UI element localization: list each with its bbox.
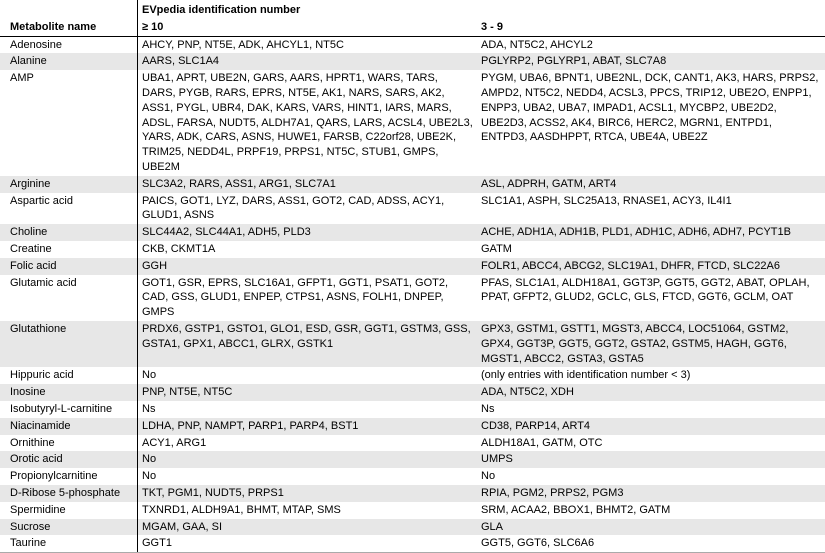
range-3-9-cell: ASL, ADPRH, GATM, ART4 [481, 177, 617, 190]
table-row [0, 70, 825, 176]
ge10-cell: SLC44A2, SLC44A1, ADH5, PLD3 [137, 224, 477, 241]
table-row [0, 176, 825, 193]
header-spacer [0, 0, 137, 19]
range-3-9-cell: SRM, ACAA2, BBOX1, BHMT2, GATM [481, 503, 671, 516]
range-3-9-cell: GATM [481, 242, 512, 255]
table-row [0, 241, 825, 258]
metabolite-name-cell: Isobutyryl-L-carnitine [10, 402, 113, 415]
range-3-9-cell: (only entries with identification number < 3) [481, 369, 691, 382]
table-row [0, 275, 825, 321]
ge10-cell: AARS, SLC1A4 [137, 53, 477, 70]
metabolite-name-cell: Sucrose [10, 520, 51, 533]
ge10-cell: AHCY, PNP, NT5E, ADK, AHCYL1, NT5C [137, 37, 477, 54]
evpedia-group-header: EVpedia identification number [137, 0, 477, 19]
range-3-9-column-header: 3 - 9 [481, 20, 504, 33]
metabolite-name-cell: Glutathione [10, 322, 67, 335]
ge10-cell: CKB, CKMT1A [137, 241, 477, 258]
ge10-cell: Ns [137, 401, 477, 418]
range-3-9-cell: RPIA, PGM2, PRPS2, PGM3 [481, 486, 624, 499]
range-3-9-cell: PYGM, UBA6, BPNT1, UBE2NL, DCK, CANT1, AK3, HARS, PRPS2, AMPD2, NT5C2, NEDD4, ACSL3, PPCS, TRIP12, UBE2O, ENPP1, ENPP3, UBA2, UBA7, IMPAD1, ACSL1, MYCBP2, UBE2D2, UBE2D3, ACSS2, AK4, BIRC6, HERC2, MGRN1, ENTPD1, ENTPD3, AASDHPPT, RTCA, UBE4A, UBE2Z [481, 72, 819, 144]
ge10-cell: PRDX6, GSTP1, GSTO1, GLO1, ESD, GSR, GGT1, GSTM3, GSS, GSTA1, GPX1, ABCC1, GLRX, GSTK1 [137, 321, 477, 367]
table-row [0, 485, 825, 502]
table-row [0, 321, 825, 367]
table-row [0, 37, 825, 54]
ge10-cell: No [137, 367, 477, 384]
metabolite-name-cell: Hippuric acid [10, 369, 74, 382]
table-header [0, 0, 825, 37]
table-row [0, 224, 825, 241]
metabolite-name-cell: Creatine [10, 242, 52, 255]
metabolite-name-cell: AMP [10, 72, 34, 85]
ge10-cell: TXNRD1, ALDH9A1, BHMT, MTAP, SMS [137, 502, 477, 519]
metabolite-name-cell: Folic acid [10, 259, 57, 272]
ge10-cell: No [137, 451, 477, 468]
table-row [0, 418, 825, 435]
ge10-cell: GGT1 [137, 535, 477, 552]
range-3-9-cell: No [481, 470, 496, 483]
metabolite-name-cell: Choline [10, 226, 48, 239]
metabolite-name-cell: Niacinamide [10, 419, 71, 432]
metabolite-name-cell: Arginine [10, 177, 51, 190]
range-3-9-cell: GLA [481, 520, 504, 533]
metabolite-name-cell: Aspartic acid [10, 194, 73, 207]
metabolite-name-header: Metabolite name [10, 20, 97, 33]
ge10-cell: PAICS, GOT1, LYZ, DARS, ASS1, GOT2, CAD, ADSS, ACY1, GLUD1, ASNS [137, 193, 477, 225]
range-3-9-cell: UMPS [481, 453, 513, 466]
range-3-9-cell: GPX3, GSTM1, GSTT1, MGST3, ABCC4, LOC51064, GSTM2, GPX4, GGT3P, GGT5, GGT2, GSTA2, GSTM5, HAGH, GGT6, MGST1, ABCC2, GSTA3, GSTA5 [481, 322, 789, 365]
metabolite-name-cell: Ornithine [10, 436, 55, 449]
table-row [0, 435, 825, 452]
table-row [0, 401, 825, 418]
range-3-9-cell: ALDH18A1, GATM, OTC [481, 436, 603, 449]
ge10-cell: No [137, 468, 477, 485]
table-row [0, 468, 825, 485]
ge10-cell: LDHA, PNP, NAMPT, PARP1, PARP4, BST1 [137, 418, 477, 435]
table-row [0, 258, 825, 275]
header-spacer-right [477, 0, 825, 19]
range-3-9-cell: ACHE, ADH1A, ADH1B, PLD1, ADH1C, ADH6, ADH7, PCYT1B [481, 226, 791, 239]
ge10-cell: GGH [137, 258, 477, 275]
metabolite-name-cell: Orotic acid [10, 453, 63, 466]
range-3-9-cell: GGT5, GGT6, SLC6A6 [481, 537, 595, 550]
range-3-9-cell: PGLYRP2, PGLYRP1, ABAT, SLC7A8 [481, 55, 667, 68]
table-row [0, 367, 825, 384]
metabolite-name-cell: Propionylcarnitine [10, 470, 98, 483]
metabolite-name-cell: D-Ribose 5-phosphate [10, 486, 121, 499]
range-3-9-cell: SLC1A1, ASPH, SLC25A13, RNASE1, ACY3, IL4I1 [481, 194, 732, 207]
ge10-cell: MGAM, GAA, SI [137, 519, 477, 536]
range-3-9-cell: ADA, NT5C2, XDH [481, 386, 574, 399]
table-body [0, 37, 825, 553]
ge10-cell: SLC3A2, RARS, ASS1, ARG1, SLC7A1 [137, 176, 477, 193]
metabolite-name-cell: Spermidine [10, 503, 66, 516]
range-3-9-cell: CD38, PARP14, ART4 [481, 419, 591, 432]
table-row [0, 384, 825, 401]
table-row [0, 451, 825, 468]
metabolite-name-cell: Inosine [10, 386, 46, 399]
metabolite-name-cell: Alanine [10, 55, 47, 68]
table-row [0, 53, 825, 70]
ge10-cell: UBA1, APRT, UBE2N, GARS, AARS, HPRT1, WARS, TARS, DARS, PYGB, RARS, EPRS, NT5E, AK1, NARS, SARS, AK2, ASS1, PYGL, UBR4, DAK, KARS, VARS, HINT1, IARS, MARS, ADSL, FARSA, NUDT5, ALDH7A1, QARS, LARS, ACSL4, UBE2L3, YARS, ADK, CARS, ASNS, HUWE1, FARSB, C22orf28, UBE2K, TRIM25, NEDD4L, PRPF19, PRPS1, NT5C, STUB1, GMPS, UBE2M [137, 70, 477, 176]
ge10-cell: GOT1, GSR, EPRS, SLC16A1, GFPT1, GGT1, PSAT1, GOT2, CAD, GSS, GLUD1, ENPEP, CTPS1, ASNS, FOLH1, DNPEP, GMPS [137, 275, 477, 321]
ge10-cell: ACY1, ARG1 [137, 435, 477, 452]
range-3-9-cell: PFAS, SLC1A1, ALDH18A1, GGT3P, GGT5, GGT2, ABAT, OPLAH, PPAT, GFPT2, GLUD2, GCLC, GLS, FTCD, GGT6, GCLM, OAT [481, 276, 810, 304]
table-row [0, 502, 825, 519]
ge10-cell: TKT, PGM1, NUDT5, PRPS1 [137, 485, 477, 502]
table-row [0, 535, 825, 552]
table-row [0, 193, 825, 225]
ge10-cell: PNP, NT5E, NT5C [137, 384, 477, 401]
metabolite-name-cell: Taurine [10, 537, 47, 550]
metabolite-name-cell: Adenosine [10, 38, 62, 51]
range-3-9-cell: Ns [481, 402, 495, 415]
ge10-column-header: ≥ 10 [137, 19, 477, 36]
range-3-9-cell: FOLR1, ABCC4, ABCG2, SLC19A1, DHFR, FTCD, SLC22A6 [481, 259, 780, 272]
range-3-9-cell: ADA, NT5C2, AHCYL2 [481, 38, 593, 51]
metabolite-name-cell: Glutamic acid [10, 276, 77, 289]
